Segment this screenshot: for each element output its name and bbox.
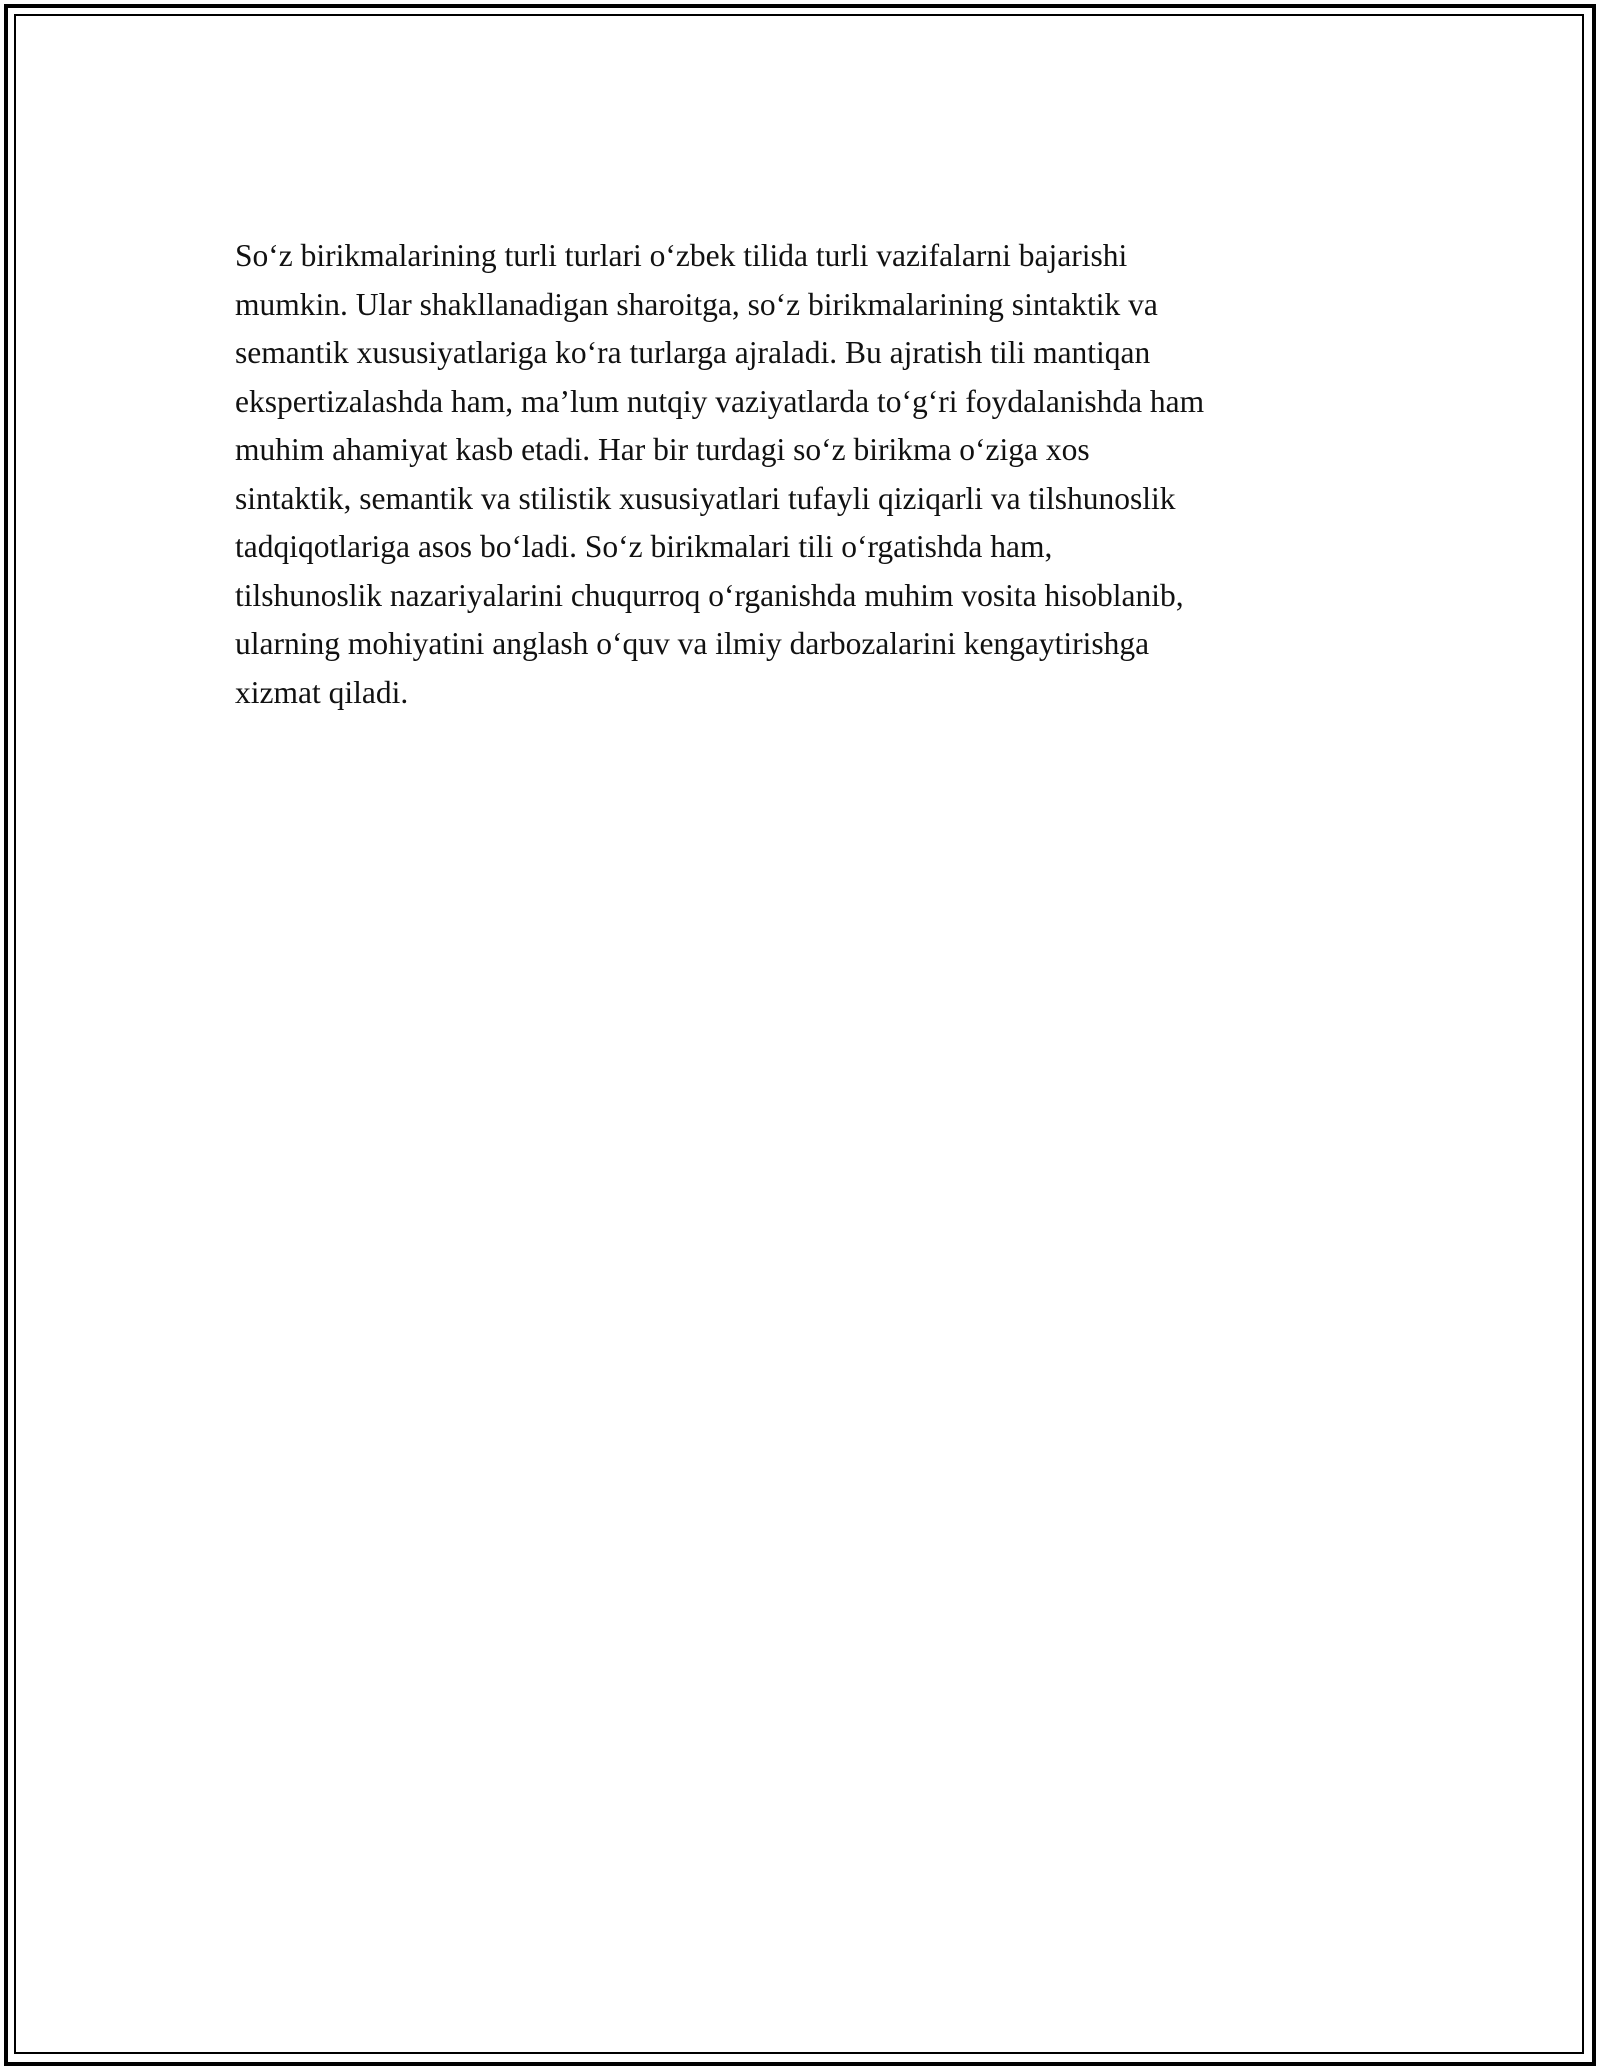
text-line: mumkin. Ular shakllanadigan sharoitga, so‘z birikmalarining sintaktik va xyxy=(235,286,1158,322)
text-line: tadqiqotlariga asos bo‘ladi. So‘z birikmalari tili o‘rgatishda ham, xyxy=(235,529,1053,564)
text-line: muhim ahamiyat kasb etadi. Har bir turdagi so‘z birikma o‘ziga xos xyxy=(235,432,1090,467)
text-line: tilshunoslik nazariyalarini chuqurroq o‘rganishda muhim vosita hisoblanib, xyxy=(235,577,1184,613)
document-body xyxy=(235,232,1395,717)
text-line: sintaktik, semantik va stilistik xususiyatlari tufayli qiziqarli va tilshunoslik xyxy=(235,480,1176,516)
body-paragraph xyxy=(235,232,1395,717)
text-line: ularning mohiyatini anglash o‘quv va ilmiy darbozalarini kengaytirishga xyxy=(235,626,1150,661)
text-line: xizmat qiladi. xyxy=(235,674,409,710)
text-line: So‘z birikmalarining turli turlari o‘zbek tilida turli vazifalarni bajarishi xyxy=(235,238,1128,273)
text-line: semantik xususiyatlariga ko‘ra turlarga ajraladi. Bu ajratish tili mantiqan xyxy=(235,335,1151,370)
text-line: ekspertizalashda ham, ma’lum nutqiy vaziyatlarda to‘g‘ri foydalanishda ham xyxy=(235,383,1205,419)
